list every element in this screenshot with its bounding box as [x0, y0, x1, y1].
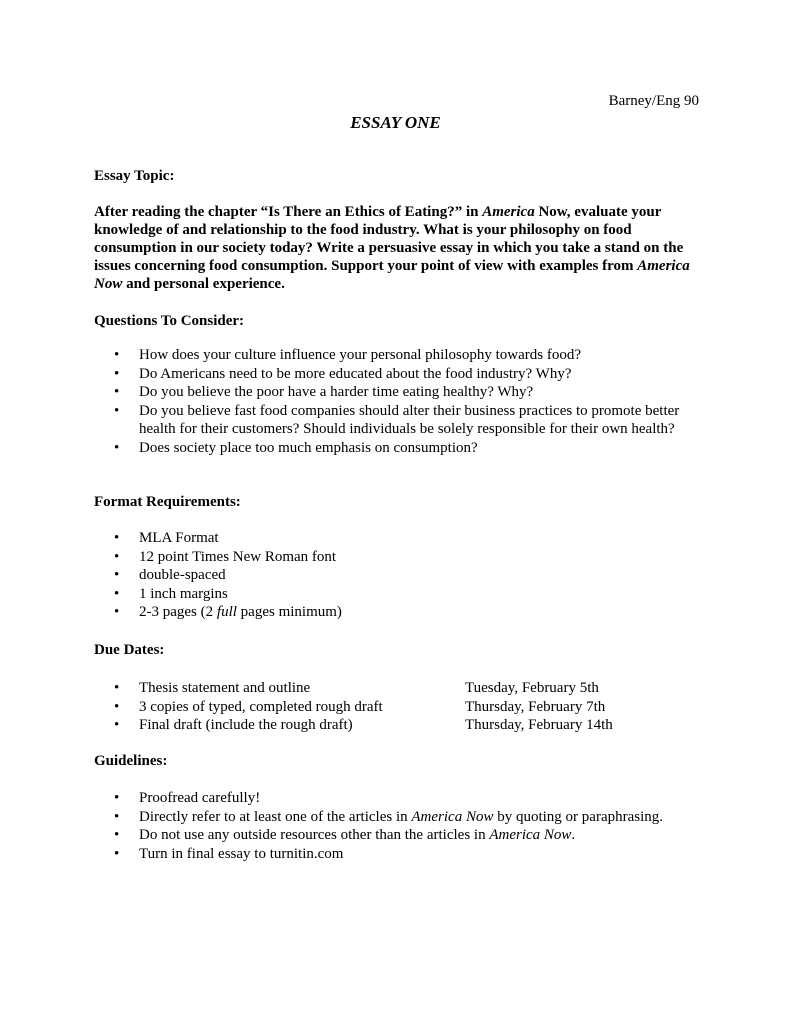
list-item: [94, 679, 699, 698]
bullet-icon: •: [114, 567, 120, 583]
list-item: [94, 402, 699, 439]
topic-text-2: Now, evaluate your knowledge of and relationship to the food industry. What is your philosophy on food consumption in our society today? Write a persuasive essay in which you take a stand on the issues concerning food consumption. Support your point of view with examples from: [94, 204, 684, 274]
bullet-icon: •: [114, 347, 120, 363]
questions-list: [94, 346, 699, 457]
list-item: [94, 529, 699, 548]
guideline-text-italic: America Now: [489, 827, 572, 843]
due-dates-heading: Due Dates:: [94, 642, 165, 658]
due-task: 3 copies of typed, completed rough draft: [139, 698, 383, 715]
bullet-icon: •: [114, 548, 120, 565]
format-list: [94, 529, 699, 622]
list-item: [94, 365, 699, 384]
bullet-icon: •: [114, 698, 120, 715]
question-text: How does your culture influence your personal philosophy towards food?: [139, 347, 581, 363]
due-task: Thesis statement and outline: [139, 680, 311, 696]
list-item: [94, 383, 699, 402]
bullet-icon: •: [114, 439, 120, 456]
bullet-icon: •: [114, 585, 120, 602]
guideline-text-italic: America Now: [411, 808, 494, 825]
guidelines-heading: Guidelines:: [94, 753, 168, 769]
list-item: [94, 439, 699, 458]
question-text: Do you believe the poor have a harder time eating healthy? Why?: [139, 384, 534, 400]
author-course-label: Barney/Eng 90: [608, 93, 699, 109]
guideline-text: .: [571, 827, 576, 843]
format-text: 12 point Times New Roman font: [139, 548, 337, 565]
essay-topic-heading: Essay Topic:: [94, 168, 175, 184]
essay-topic-paragraph: [94, 203, 704, 293]
list-item: [94, 346, 699, 365]
topic-text-1: After reading the chapter “Is There an Ethics of Eating?” in: [94, 204, 483, 220]
bullet-icon: •: [114, 845, 120, 862]
guideline-text: Directly refer to at least one of the articles in: [139, 808, 412, 825]
format-text: 1 inch margins: [139, 585, 228, 602]
due-date: Tuesday, February 5th: [465, 680, 599, 696]
question-text: Does society place too much emphasis on consumption?: [139, 439, 478, 456]
bullet-icon: •: [114, 402, 120, 419]
bullet-icon: •: [114, 790, 120, 806]
bullet-icon: •: [114, 384, 120, 400]
list-item: [94, 808, 699, 827]
format-heading: Format Requirements:: [94, 494, 241, 510]
format-text-italic: full: [216, 604, 237, 620]
due-date: Thursday, February 7th: [465, 698, 606, 715]
bullet-icon: •: [114, 604, 120, 620]
guideline-text: Do not use any outside resources other than the articles in: [139, 827, 490, 843]
guideline-text: Proofread carefully!: [139, 790, 261, 806]
list-item: [94, 698, 699, 717]
bullet-icon: •: [114, 365, 120, 382]
guideline-text: Turn in final essay to turnitin.com: [139, 845, 344, 862]
list-item: [94, 845, 699, 864]
list-item: [94, 566, 699, 585]
question-text: Do you believe fast food companies should alter their business practices to promote better health for their customers? Should individuals be solely responsible for their own health?: [139, 402, 680, 437]
page-title: ESSAY ONE: [350, 113, 441, 132]
list-item: [94, 826, 699, 845]
list-item: [94, 585, 699, 604]
topic-text-italic-2: America Now: [94, 258, 690, 292]
bullet-icon: •: [114, 530, 120, 546]
questions-heading: Questions To Consider:: [94, 313, 245, 329]
due-task: Final draft (include the rough draft): [139, 717, 353, 733]
format-text: double-spaced: [139, 567, 226, 583]
list-item: [94, 789, 699, 808]
bullet-icon: •: [114, 717, 120, 733]
list-item: [94, 548, 699, 567]
question-text: Do Americans need to be more educated about the food industry? Why?: [139, 365, 572, 382]
format-text: pages minimum): [236, 604, 342, 620]
topic-text-3: and personal experience.: [122, 276, 285, 292]
format-text: 2-3 pages (2: [139, 604, 217, 620]
topic-text-italic-1: America: [482, 204, 535, 220]
guideline-text: by quoting or paraphrasing.: [493, 808, 664, 825]
format-text: MLA Format: [139, 530, 219, 546]
list-item: [94, 603, 699, 622]
guidelines-list: [94, 789, 699, 863]
list-item: [94, 716, 699, 735]
bullet-icon: •: [114, 808, 120, 825]
due-date: Thursday, February 14th: [465, 717, 613, 733]
bullet-icon: •: [114, 680, 120, 696]
due-dates-list: [94, 679, 699, 735]
bullet-icon: •: [114, 827, 120, 843]
